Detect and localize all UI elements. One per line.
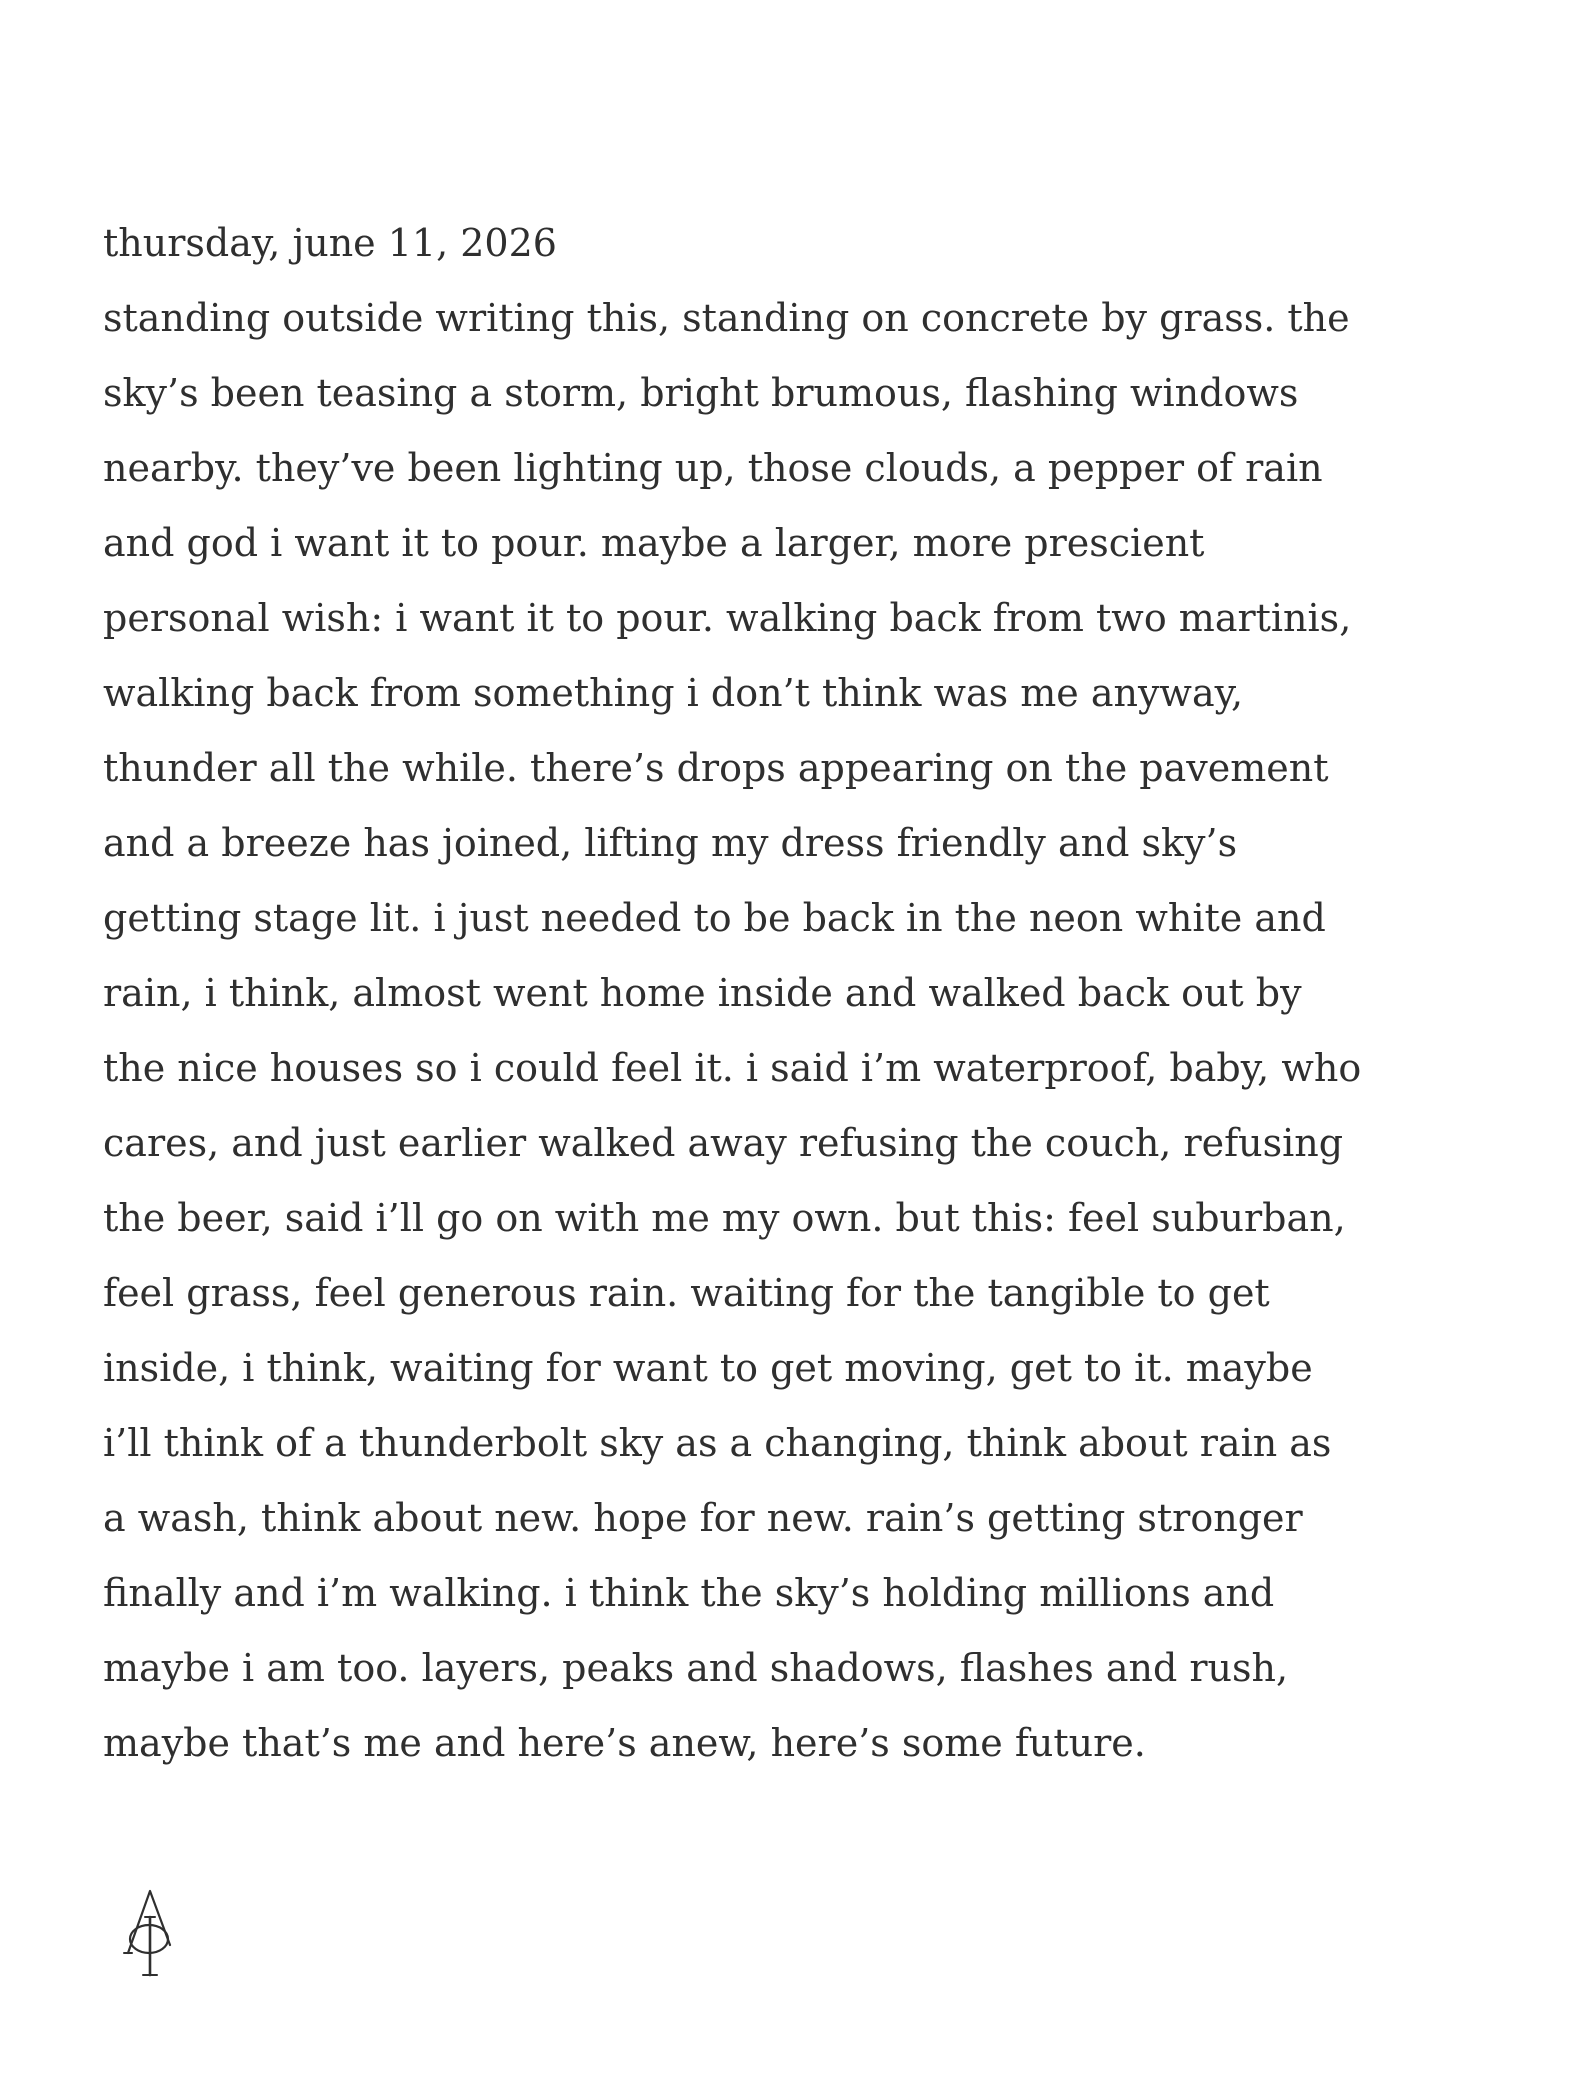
entry-line: standing outside writing this, standing on concrete by grass. the: [103, 296, 1350, 340]
entry-line: personal wish: i want it to pour. walking back from two martinis,: [103, 596, 1352, 640]
entry-line: the beer, said i’ll go on with me my own. but this: feel suburban,: [103, 1196, 1346, 1240]
entry-line: feel grass, feel generous rain. waiting for the tangible to get: [103, 1271, 1270, 1315]
monogram-logo: [118, 1887, 182, 1981]
entry-line: thunder all the while. there’s drops appearing on the pavement: [103, 746, 1329, 790]
entry-line: i’ll think of a thunderbolt sky as a changing, think about rain as: [103, 1421, 1332, 1465]
entry-line: rain, i think, almost went home inside and walked back out by: [103, 971, 1302, 1015]
entry-line: getting stage lit. i just needed to be back in the neon white and: [103, 896, 1326, 940]
entry-line: walking back from something i don’t think was me anyway,: [103, 671, 1244, 715]
entry-line: maybe i am too. layers, peaks and shadows, flashes and rush,: [103, 1646, 1289, 1690]
entry-line: the nice houses so i could feel it. i said i’m waterproof, baby, who: [103, 1046, 1362, 1090]
entry-line: nearby. they’ve been lighting up, those clouds, a pepper of rain: [103, 446, 1323, 490]
monogram-icon: [118, 1887, 182, 1981]
entry-line: cares, and just earlier walked away refusing the couch, refusing: [103, 1121, 1344, 1165]
entry-line: a wash, think about new. hope for new. rain’s getting stronger: [103, 1496, 1303, 1540]
entry-line: finally and i’m walking. i think the sky’s holding millions and: [103, 1571, 1275, 1615]
journal-entry: [103, 206, 1543, 1781]
entry-line: sky’s been teasing a storm, bright brumous, flashing windows: [103, 371, 1299, 415]
entry-date: thursday, june 11, 2026: [103, 221, 557, 265]
entry-line: maybe that’s me and here’s anew, here’s some future.: [103, 1721, 1146, 1765]
entry-line: inside, i think, waiting for want to get moving, get to it. maybe: [103, 1346, 1313, 1390]
entry-line: and a breeze has joined, lifting my dress friendly and sky’s: [103, 821, 1238, 865]
entry-line: and god i want it to pour. maybe a larger, more prescient: [103, 521, 1205, 565]
